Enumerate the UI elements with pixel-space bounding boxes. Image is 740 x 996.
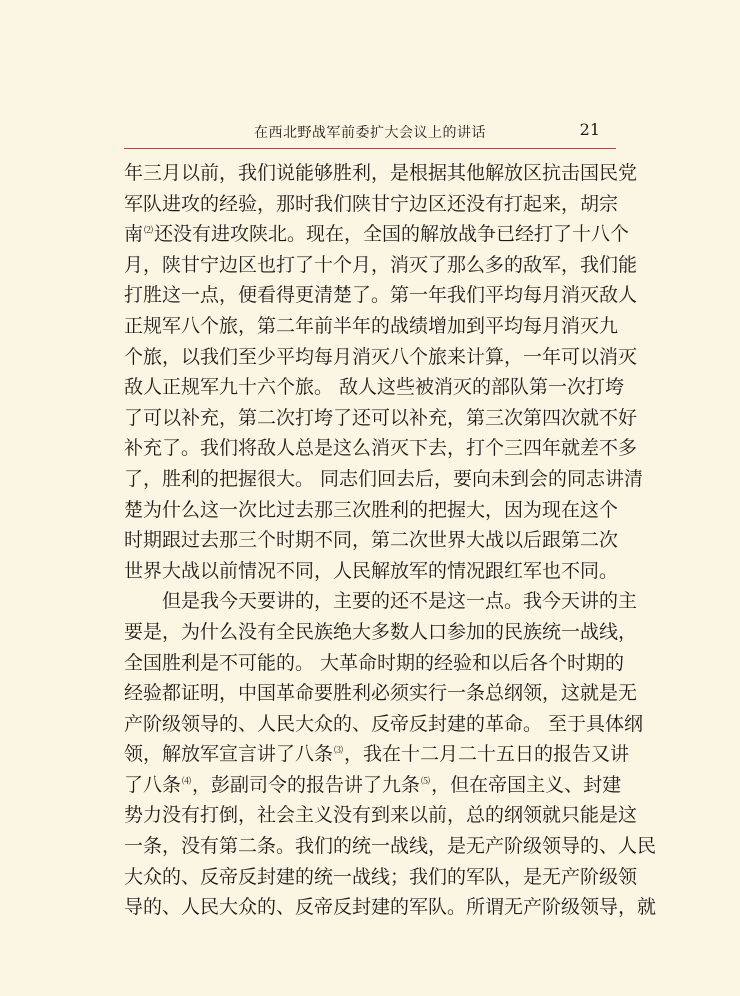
text-line: 经验都证明，中国革命要胜利必须实行一条总纲领，这就是无 xyxy=(124,682,638,705)
footnote-marker[interactable]: ⑸ xyxy=(421,776,431,787)
text-line: 个旅，以我们至少平均每月消灭八个旅来计算，一年可以消灭 xyxy=(124,345,638,368)
text-line: 了可以补充，第二次打垮了还可以补充，第三次第四次就不好 xyxy=(124,406,638,429)
text-line: 势力没有打倒，社会主义没有到来以前，总的纲领就只能是这 xyxy=(124,804,638,827)
footnote-marker[interactable]: ⑷ xyxy=(182,776,192,787)
text-line: 月，陕甘宁边区也打了十个月，消灭了那么多的敌军，我们能 xyxy=(124,253,638,276)
text-line: 军队进攻的经验，那时我们陕甘宁边区还没有打起来，胡宗 xyxy=(124,192,619,215)
text-line: 要是，为什么没有全民族绝大多数人口参加的民族统一战线， xyxy=(124,620,638,643)
body-text xyxy=(124,158,657,923)
text-line: 产阶级领导的、人民大众的、反帝反封建的革命。 至于具体纲 xyxy=(124,712,644,735)
text-line: 大众的、反帝反封建的统一战线；我们的军队，是无产阶级领 xyxy=(124,865,638,888)
text-line: 年三月以前，我们说能够胜利，是根据其他解放区抗击国民党 xyxy=(124,162,638,184)
text-line: 了八条⑷，彭副司令的报告讲了九条⑸，但在帝国主义、封建 xyxy=(124,773,622,796)
text-line: 补充了。我们将敌人总是这么消灭下去，打个三四年就差不多 xyxy=(124,437,638,460)
page-number: 21 xyxy=(579,120,600,139)
text-line: 但是我今天要讲的，主要的还不是这一点。我今天讲的主 xyxy=(162,590,638,613)
running-header xyxy=(124,118,616,149)
text-line: 了，胜利的把握很大。 同志们回去后，要向未到会的同志讲清 xyxy=(124,467,644,490)
running-title: 在西北野战军前委扩大会议上的讲话 xyxy=(254,125,486,141)
text-line: 一条，没有第二条。我们的统一战线，是无产阶级领导的、人民 xyxy=(124,835,657,858)
text-line: 敌人正规军九十六个旅。 敌人这些被消灭的部队第一次打垮 xyxy=(124,376,625,399)
text-line: 导的、人民大众的、反帝反封建的军队。所谓无产阶级领导，就 xyxy=(124,896,657,919)
text-line: 南⑵还没有进攻陕北。现在，全国的解放战争已经打了十八个 xyxy=(124,223,630,246)
text-line: 打胜这一点，便看得更清楚了。第一年我们平均每月消灭敌人 xyxy=(124,284,638,307)
text-line: 全国胜利是不可能的。 大革命时期的经验和以后各个时期的 xyxy=(124,651,625,674)
text-line: 楚为什么这一次比过去那三次胜利的把握大，因为现在这个 xyxy=(124,498,619,521)
footnote-marker[interactable]: ⑵ xyxy=(144,226,154,237)
text-line: 世界大战以前情况不同，人民解放军的情况跟红军也不同。 xyxy=(124,559,619,582)
text-line: 正规军八个旅，第二年前半年的战绩增加到平均每月消灭九 xyxy=(124,314,619,337)
text-line: 时期跟过去那三个时期不同，第二次世界大战以后跟第二次 xyxy=(124,529,619,552)
text-line: 领，解放军宣言讲了八条⑶，我在十二月二十五日的报告又讲 xyxy=(124,743,630,766)
footnote-marker[interactable]: ⑶ xyxy=(334,746,344,757)
